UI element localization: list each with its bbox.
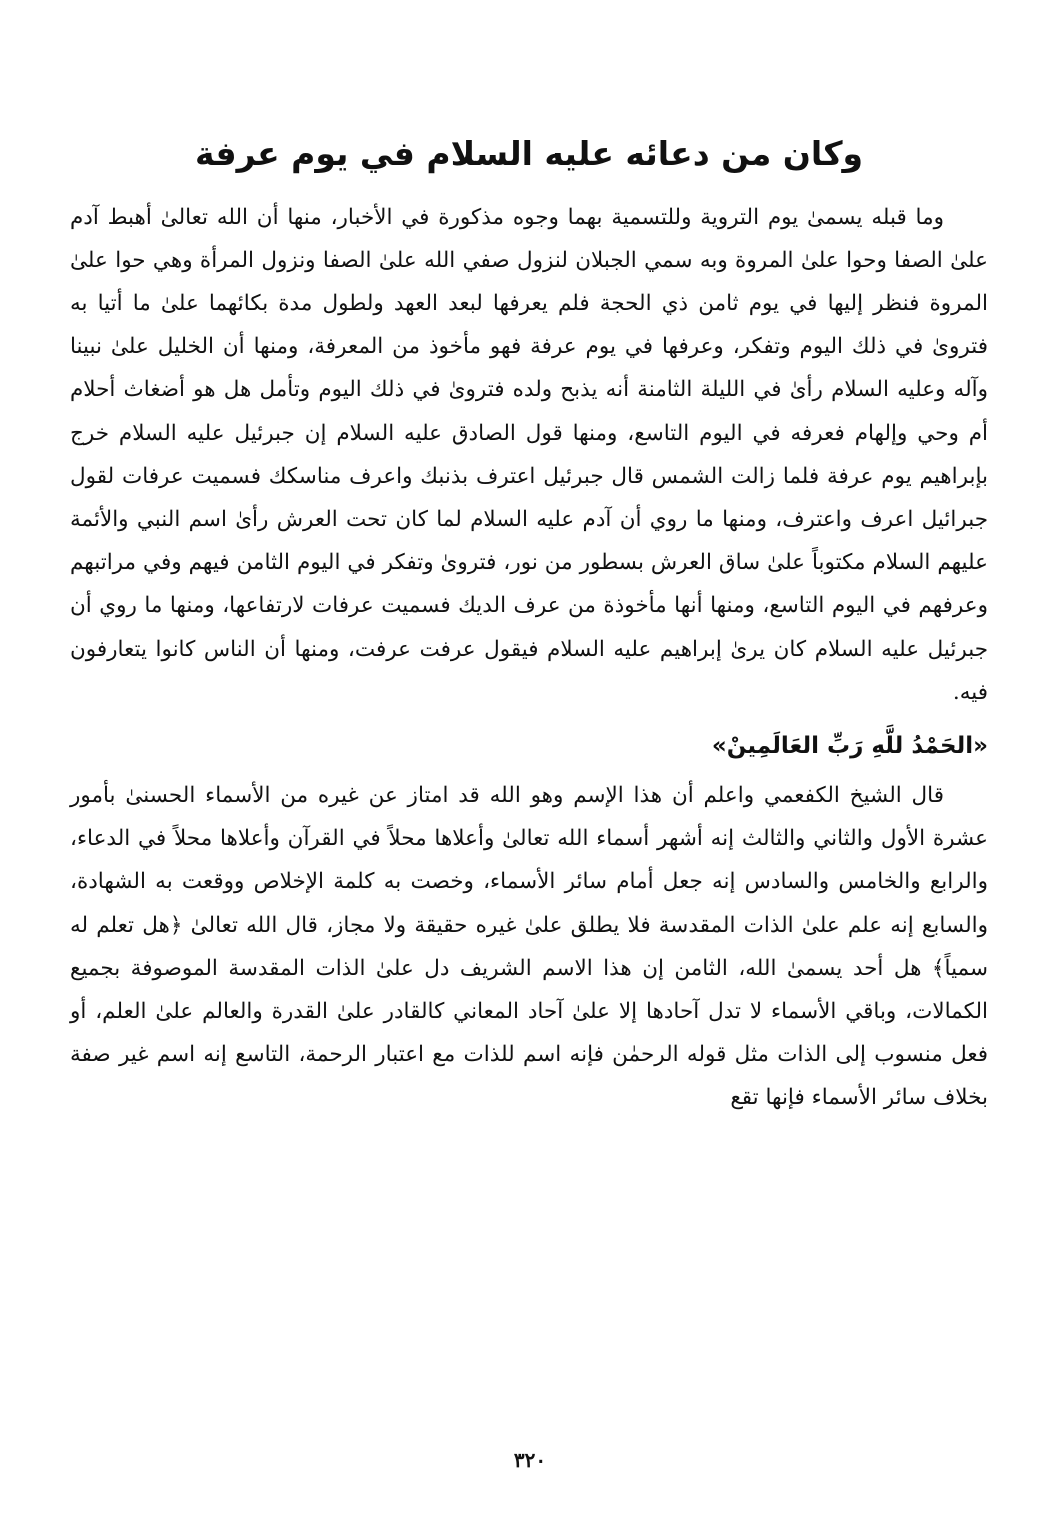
page-content [70, 118, 988, 1120]
body-paragraph-1: وما قبله يسمىٰ يوم التروية وللتسمية بهما وجوه مذكورة في الأخبار، منها أن الله تعالىٰ أهبط آدم علىٰ الصفا وحوا علىٰ المروة وبه سمي الجبلان لنزول صفي الله علىٰ الصفا ونزول المرأة وهي حوا علىٰ المروة فنظر إليها في يوم ثامن ذي الحجة فلم يعرفها لبعد العهد ولطول مدة بكائهما علىٰ ما أتيا به فترویٰ في ذلك اليوم وتفكر، وعرفها في يوم عرفة فهو مأخوذ من المعرفة، ومنها أن الخليل علىٰ نبينا وآله وعليه السلام رأىٰ في الليلة الثامنة أنه يذبح ولده فترویٰ في ذلك اليوم وتأمل هل هو أضغاث أحلام أم وحي وإلهام فعرفه في اليوم التاسع، ومنها قول الصادق عليه السلام إن جبرئيل عليه السلام خرج بإبراهيم يوم عرفة فلما زالت الشمس قال جبرئيل اعترف بذنبك واعرف مناسكك فسميت عرفات لقول جبرائيل اعرف واعترف، ومنها ما روي أن آدم عليه السلام لما كان تحت العرش رأىٰ اسم النبي والأئمة عليهم السلام مكتوباً علىٰ ساق العرش بسطور من نور، فترویٰ وتفكر في اليوم الثامن فيهم وفي مراتبهم وعرفهم في اليوم التاسع، ومنها أنها مأخوذة من عرف الديك فسميت عرفات لارتفاعها، ومنها ما روي أن جبرئيل عليه السلام كان يرىٰ إبراهيم عليه السلام فيقول عرفت عرفت، ومنها أن الناس كانوا يتعارفون فيه. [70, 204, 988, 705]
page-number: ٣٢٠ [513, 1448, 547, 1472]
body-paragraph-2: قال الشيخ الكفعمي واعلم أن هذا الإسم وهو الله قد امتاز عن غيره من الأسماء الحسنىٰ بأمور عشرة الأول والثاني والثالث إنه أشهر أسماء الله تعالىٰ وأعلاها محلاً في القرآن وأعلاها محلاً في الدعاء، والرابع والخامس والسادس إنه جعل أمام سائر الأسماء، وخصت به كلمة الإخلاص ووقعت به الشهادة، والسابع إنه علم علىٰ الذات المقدسة فلا يطلق علىٰ غيره حقيقة ولا مجاز، قال الله تعالىٰ ﴿هل تعلم له سمياً﴾ هل أحد يسمىٰ الله، الثامن إن هذا الاسم الشريف دل علىٰ الذات المقدسة الموصوفة بجميع الكمالات، وباقي الأسماء لا تدل آحادها إلا علىٰ آحاد المعاني كالقادر علىٰ القدرة والعالم علىٰ العلم، أو فعل منسوب إلى الذات مثل قوله الرحمٰن فإنه اسم للذات مع اعتبار الرحمة، التاسع إنه اسم غير صفة بخلاف سائر الأسماء فإنها تقع [70, 783, 988, 1111]
page-title: وكان من دعائه عليه السلام في يوم عرفة [194, 134, 864, 173]
section-heading: «الحَمْدُ للَّهِ رَبِّ العَالَمِينْ» [711, 733, 988, 760]
